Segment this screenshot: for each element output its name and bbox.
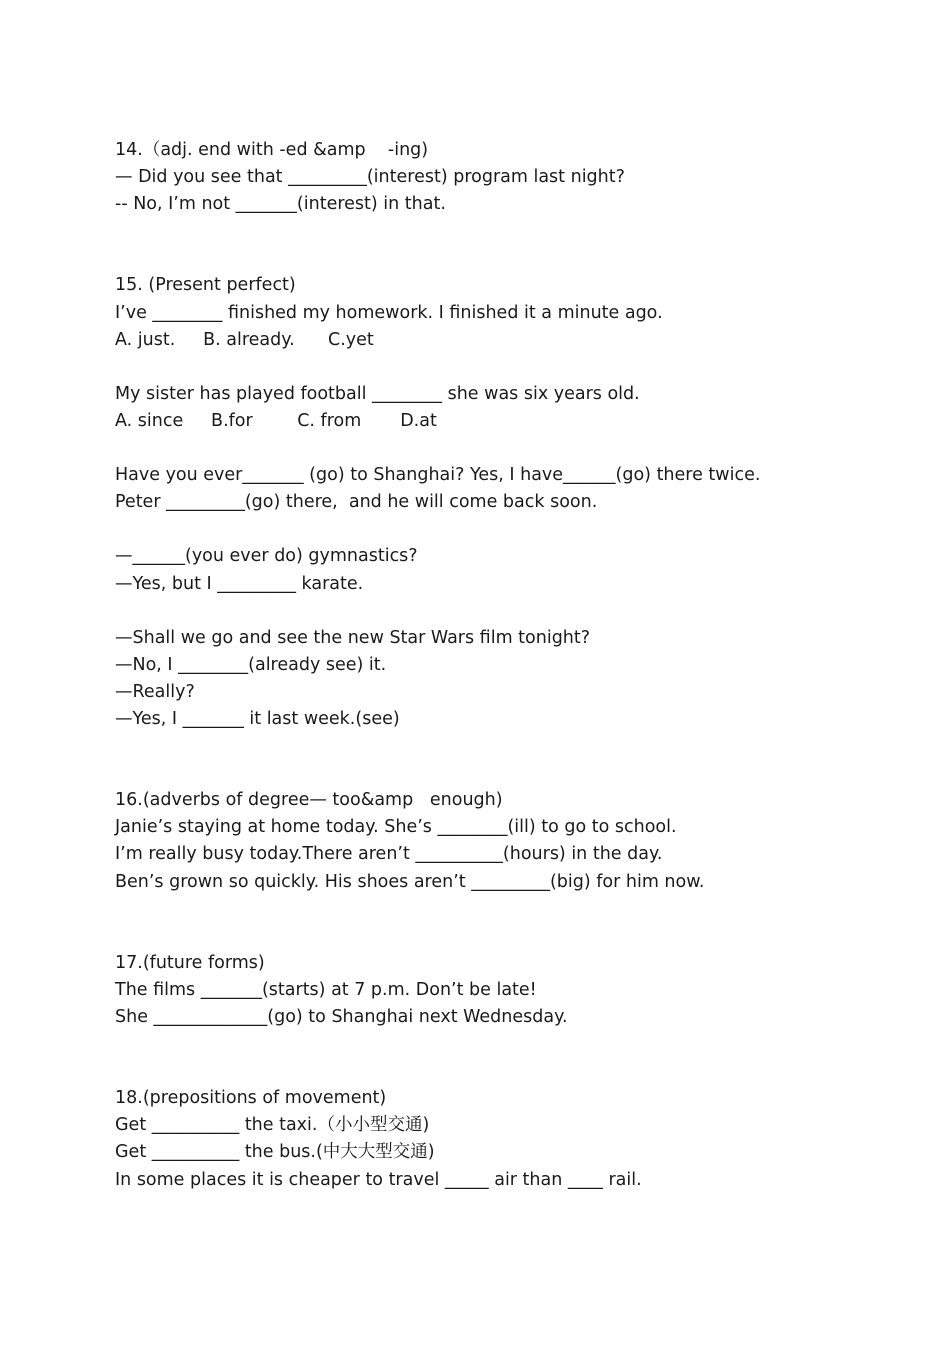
section-heading: 18.(prepositions of movement) <box>115 1088 387 1109</box>
worksheet <box>115 137 915 1194</box>
section-spacer <box>115 733 915 787</box>
section-spacer <box>115 896 915 950</box>
exercise-line: Have you ever_______ (go) to Shanghai? Yes, I have______(go) there twice. <box>115 465 761 486</box>
exercise-line: Ben’s grown so quickly. His shoes aren’t _________(big) for him now. <box>115 871 705 892</box>
exercise-line: —______(you ever do) gymnastics? <box>115 546 418 567</box>
dialogue-line: —Yes, I _______ it last week.(see) <box>115 708 400 729</box>
exercise-line: She _____________(go) to Shanghai next Wednesday. <box>115 1007 568 1027</box>
section-spacer <box>115 1031 915 1085</box>
exercise-line: -- No, I’m not _______(interest) in that. <box>115 194 446 215</box>
answer-options: A. just. B. already. C.yet <box>115 329 374 350</box>
section-14 <box>115 137 915 218</box>
exercise-line: Janie’s staying at home today. She’s ________(ill) to go to school. <box>115 817 677 838</box>
exercise-line: —Yes, but I _________ karate. <box>115 573 364 594</box>
group-spacer <box>115 516 915 543</box>
exercise-line: Get __________ the bus.(中大大型交通) <box>115 1142 435 1163</box>
group-spacer <box>115 598 915 625</box>
section-spacer <box>115 218 915 272</box>
exercise-line: — Did you see that _________(interest) program last night? <box>115 167 625 188</box>
dialogue-line: —Shall we go and see the new Star Wars film tonight? <box>115 627 591 648</box>
exercise-line: I’ve ________ finished my homework. I finished it a minute ago. <box>115 302 663 323</box>
group-spacer <box>115 354 915 381</box>
section-16 <box>115 787 915 895</box>
answer-options: A. since B.for C. from D.at <box>115 410 437 431</box>
exercise-line: In some places it is cheaper to travel _____ air than ____ rail. <box>115 1169 642 1190</box>
group-spacer <box>115 435 915 462</box>
section-heading: 16.(adverbs of degree— too&amp enough) <box>115 790 503 811</box>
section-heading: 17.(future forms) <box>115 952 265 973</box>
section-heading: 15. (Present perfect) <box>115 275 296 296</box>
section-heading: 14.（adj. end with -ed &amp -ing) <box>115 140 429 160</box>
dialogue-line: —Really? <box>115 681 195 702</box>
exercise-line: Peter _________(go) there, and he will come back soon. <box>115 492 598 513</box>
exercise-line: The films _______(starts) at 7 p.m. Don’t be late! <box>115 979 537 1000</box>
exercise-line: Get __________ the taxi.（小小型交通) <box>115 1115 430 1136</box>
dialogue-line: —No, I ________(already see) it. <box>115 654 387 675</box>
section-17 <box>115 950 915 1031</box>
section-18 <box>115 1085 915 1193</box>
exercise-line: I’m really busy today.There aren’t __________(hours) in the day. <box>115 844 663 865</box>
section-15 <box>115 272 915 733</box>
exercise-line: My sister has played football ________ she was six years old. <box>115 383 640 404</box>
